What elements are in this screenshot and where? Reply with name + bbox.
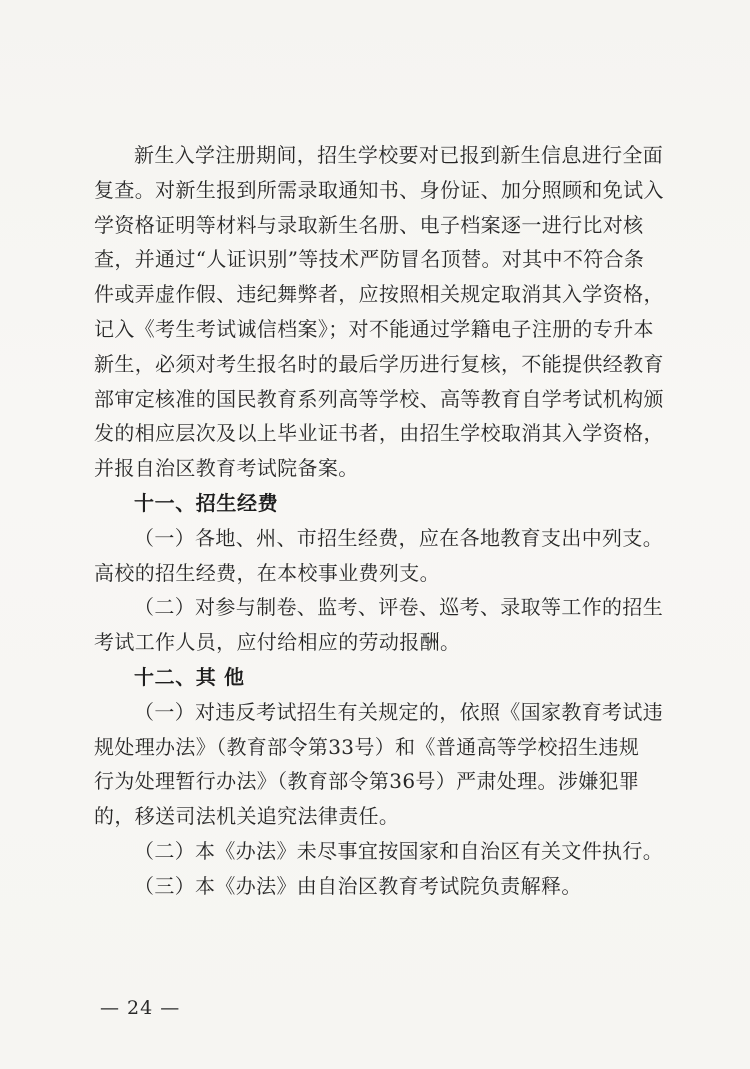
text-line: 记入《考生考试诚信档案》；对不能通过学籍电子注册的专升本 (94, 316, 654, 341)
text-line: （一）各地、州、市招生经费，应在各地教育支出中列支。 (134, 525, 664, 550)
paragraph-unresolved-matters (94, 834, 672, 869)
paragraph-funds-local (94, 521, 672, 591)
text-line: 行为处理暂行办法》（教育部令第36号）严肃处理。涉嫌犯罪 (94, 769, 640, 794)
section-heading-other: 十二、其 他 (134, 664, 245, 689)
text-line: 规处理办法》（教育部令第33号）和《普通高等学校招生违规 (94, 734, 640, 759)
text-line: 件或弄虚作假、违纪舞弊者，应按照相关规定取消其入学资格， (94, 282, 664, 307)
text-line: 考试工作人员，应付给相应的劳动报酬。 (94, 630, 461, 655)
page-number: — 24 — (100, 997, 181, 1019)
text-line: 部审定核准的国民教育系列高等学校、高等教育自学考试机构颁 (94, 386, 664, 411)
text-line: 并报自治区教育考试院备案。 (94, 456, 359, 481)
text-line: （二）本《办法》未尽事宜按国家和自治区有关文件执行。 (134, 838, 664, 863)
text-line: （三）本《办法》由自治区教育考试院负责解释。 (134, 873, 582, 898)
text-line: 新生入学注册期间，招生学校要对已报到新生信息进行全面 (134, 143, 664, 167)
document-body (94, 138, 672, 904)
text-line: 高校的招生经费，在本校事业费列支。 (94, 560, 440, 585)
paragraph-registration-review (94, 138, 672, 486)
paragraph-violations (94, 695, 672, 834)
text-line: （二）对参与制卷、监考、评卷、巡考、录取等工作的招生 (134, 595, 664, 620)
text-line: 新生，必须对考生报名时的最后学历进行复核，不能提供经教育 (94, 351, 664, 376)
text-line: （一）对违反考试招生有关规定的，依照《国家教育考试违 (134, 699, 664, 724)
paragraph-funds-staff (94, 590, 672, 660)
section-heading-enrollment-funds: 十一、招生经费 (134, 490, 279, 515)
paragraph-interpretation (94, 869, 672, 904)
text-line: 复查。对新生报到所需录取通知书、身份证、加分照顾和免试入 (94, 177, 664, 202)
text-line: 查，并通过“人证识别”等技术严防冒名顶替。对其中不符合条 (94, 247, 645, 272)
text-line: 发的相应层次及以上毕业证书者，由招生学校取消其入学资格， (94, 421, 664, 446)
text-line: 的，移送司法机关追究法律责任。 (94, 804, 400, 829)
text-line: 学资格证明等材料与录取新生名册、电子档案逐一进行比对核 (94, 212, 644, 237)
